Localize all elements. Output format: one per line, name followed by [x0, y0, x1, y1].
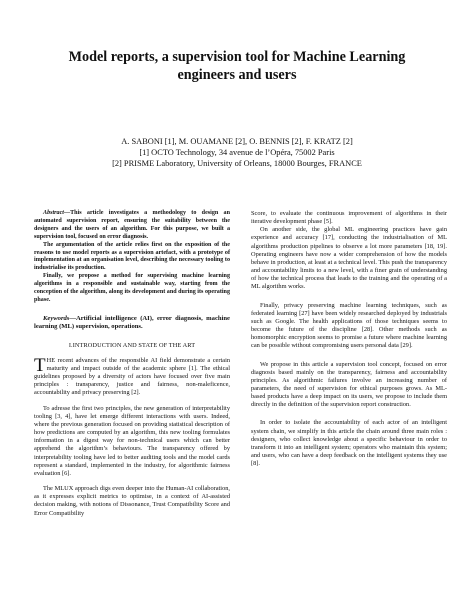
- left-column: [34, 210, 230, 518]
- intro-paragraph-2: To adresse the first two principles, the new generation of interpretability tooling [3, 4], have let emerge different interactions with users. Indeed, where the previous generation focused on providing statistical description of how predictions are computed by an algorithm, this new tooling formulates information in a digest way for non-technical users which can better apprehend the algorithm’s behaviours. The transparency offered by interpretability tooling have led to better auditing tools and the model cards represent a standard, implemented in the industry, for algorithmic fairness evaluation [6].: [34, 404, 230, 477]
- right-paragraph-3: Finally, privacy preserving machine learning techniques, such as federated learning [27] have been widely researched deployed by industrials such as Google. The health applications of those techniques seems to become the future of the discipline [28]. Other methods such as homomorphic encryption seems to promise a future where machine learning can be possible without compromising users personal data [29].: [251, 301, 447, 350]
- intro-paragraph-1: THE recent advances of the responsible AI field demonstrate a certain maturity and impact outside of the academic sphere [1]. The ethical guidelines proposed by a diversity of actors have focused over five main principles : transparency, justice and fairness, non-maleficence, accountability and privacy preserving [2].: [34, 354, 230, 397]
- right-column: [251, 210, 447, 468]
- author-names: A. SABONI [1], M. OUAMANE [2], O. BENNIS [2], F. KRATZ [2]: [121, 137, 353, 146]
- section-heading: I.INTRODUCTION AND STATE OF THE ART: [68, 341, 196, 349]
- abstract-paragraph-2: The argumentation of the article relies first on the exposition of the reasons to use model reports as a supervision artefact, with a prototype of implementation at an organisation level, describing the necessary tooling to industrialise its production.: [34, 241, 230, 272]
- abstract: [34, 210, 230, 305]
- paper-title: Model reports, a supervision tool for Machine Learning engineers and users: [68, 49, 406, 83]
- abstract-paragraph-1: Abstract—This article investigates a methodology to design an automated supervision report, ensuring the suitability between the designers and the users of an algorithm. For this purpose, we built a supervision tool, focused on error diagnosis.: [34, 210, 230, 240]
- affiliation-2: [2] PRISME Laboratory, University of Orleans, 18000 Bourges, FRANCE: [112, 159, 362, 168]
- right-paragraph-4: We propose in this article a supervision tool concept, focused on error diagnosis based mainly on the transparency, fairness and accountability principles. As algorithmic failures involve an increasing number of parameters, the need of supervision for ethical purposes grows. As ML-based products have a deep impact on its users, we propose to include them directly in the definition of the supervision report construction.: [251, 360, 447, 409]
- affiliation-1: [1] OCTO Technology, 34 avenue de l’Opéra, 75002 Paris: [139, 148, 335, 157]
- keywords: Keywords—Artificial intelligence (AI), error diagnosis, machine learning (ML) supervision, operations.: [34, 314, 230, 331]
- abstract-paragraph-3: Finally, we propose a method for supervising machine learning algorithms in a responsible and sustainable way, starting from the conception of the algorithm, along its development and during its operating phase.: [34, 273, 230, 303]
- abstract-label: Abstract: [43, 210, 64, 216]
- keywords-label: Keywords: [43, 314, 70, 322]
- drop-cap: T: [34, 354, 46, 376]
- right-paragraph-2: On another side, the global ML engineering practices have gain experience and accuracy [17], conducting the industrialisation of ML algorithms production pipelines to observe a lot more parameters [18, 19]. Operating engineers have now a wider comprehension of how the models behave in production, at least at a technical level. This push the transparency and accountability limits to a new level, with a finer grain of understanding of how the technical process that leads to the training and the operating of a ML algorithm works.: [251, 226, 447, 291]
- author-block: [40, 136, 434, 169]
- right-paragraph-1: Score, to evaluate the continuous improvement of algorithms in their iterative development phase [5].: [251, 210, 447, 226]
- intro-paragraph-3: The MLUX approach digs even deeper into the Human-AI collaboration, as it expresses explicit metrics to optimise, in a context of AI-assisted decision making, with notions of Dissonance, Trust Compatibility Score and Error Compatibility: [34, 485, 230, 517]
- right-paragraph-5: In order to isolate the accountability of each actor of an intelligent system chain, we simplify in this article the chain around three main roles : designers, who collect knowledge about a specific behaviour in order to transform it into an intelligent system; operators who maintain this system; and users, who can have a deep feedback on the intelligent systems they use [8].: [251, 419, 447, 468]
